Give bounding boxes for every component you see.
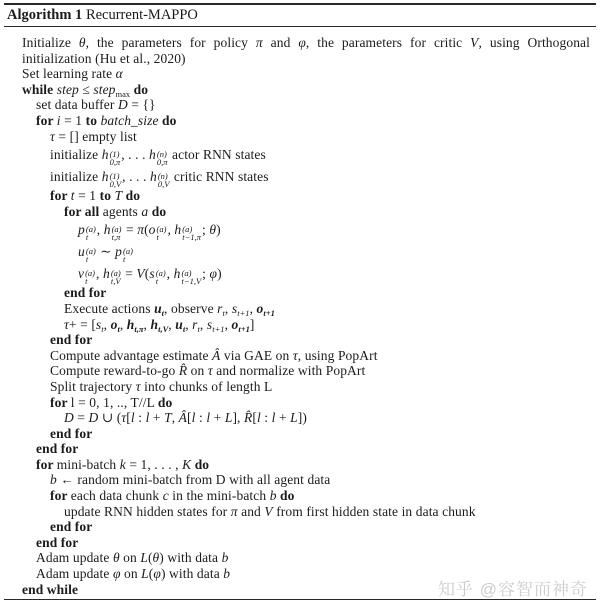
- algorithm-line: end for: [50, 425, 93, 441]
- algorithm-line: set data buffer D = {}: [36, 97, 156, 113]
- algorithm-line: Compute reward-to-go R̂ on τ and normalize with PopArt: [50, 363, 366, 379]
- algorithm-line: b ← random mini-batch from D with all agent data: [50, 472, 331, 488]
- algorithm-line: while step ≤ step$_{max}$ do: [22, 81, 149, 99]
- watermark: 知乎 @容智而神奇: [438, 580, 588, 599]
- algorithm-line: end for: [50, 519, 93, 535]
- algorithm-line: Initialize θ, the parameters for policy π and φ, the parameters for critic V, using Orthogonal: [22, 35, 590, 50]
- algorithm-line: initialization (Hu et al., 2020): [22, 50, 186, 66]
- algorithm-line: D = D ∪ (τ[l : l + T, Â[l : l + L], R̂[l : l + L]): [64, 410, 307, 426]
- algorithm-header: [0, 5, 600, 26]
- algorithm-line: Split trajectory τ into chunks of length L: [50, 378, 273, 394]
- algorithm-line: initialize h (1) 0,π , . . . h (n) 0,π actor RNN states: [50, 147, 266, 167]
- algorithm-body: [0, 27, 600, 597]
- algorithm-line: for l = 0, 1, .., T//L do: [50, 394, 173, 410]
- algorithm-line: initialize h (1) 0,V , . . . h (n) 0,V critic RNN states: [50, 169, 269, 189]
- algorithm-line: for each data chunk c in the mini-batch b do: [50, 488, 295, 504]
- algorithm-line: end while: [22, 581, 79, 597]
- algorithm-line: Set learning rate α: [22, 66, 123, 82]
- algorithm-line: Adam update φ on L(φ) with data b: [36, 566, 231, 582]
- algorithm-line: $\tau+ = [s_t$, $o_t$, $h_{t,\pi}$, $h_{t,V}$, $u_t$, $r_t$, $s_{t+1}$, $o_{t+1}$]: [64, 316, 255, 334]
- algorithm-line: for all agents a do: [64, 203, 167, 219]
- algorithm-line: end for: [36, 441, 79, 457]
- algorithm-line: for t = 1 to T do: [50, 188, 141, 204]
- algorithm-line: end for: [50, 332, 93, 348]
- algorithm-line: Adam update θ on L(θ) with data b: [36, 550, 229, 566]
- algorithm-line: τ = [] empty list: [50, 128, 137, 144]
- algorithm-line: Execute actions $u_t$, observe $r_t$, $s_{t+1}$, $o_{t+1}$: [64, 300, 275, 318]
- algorithm-line: update RNN hidden states for π and V from first hidden state in data chunk: [64, 503, 476, 519]
- algorithm-line: for i = 1 to batch_size do: [36, 112, 177, 128]
- algorithm-line: end for: [36, 534, 79, 550]
- algorithm-number-label: Algorithm 1: [7, 7, 83, 23]
- algorithm-line: v (a) t , h (a) t,V = V(s (a) t , h (a) t−1,V ; φ): [78, 266, 222, 286]
- algorithm-line: p (a) t , h (a) t,π = π(o (a) t , h (a) t−1,π ; θ): [78, 222, 221, 242]
- algorithm-line: end for: [64, 285, 107, 301]
- algorithm-line: Compute advantage estimate Â via GAE on τ, using PopArt: [50, 347, 378, 363]
- algorithm-title: Recurrent-MAPPO: [82, 7, 198, 23]
- algorithm-line: u (a) t ∼ p (a) t: [78, 244, 133, 264]
- algorithm-line: for mini-batch k = 1, . . . , K do: [36, 456, 210, 472]
